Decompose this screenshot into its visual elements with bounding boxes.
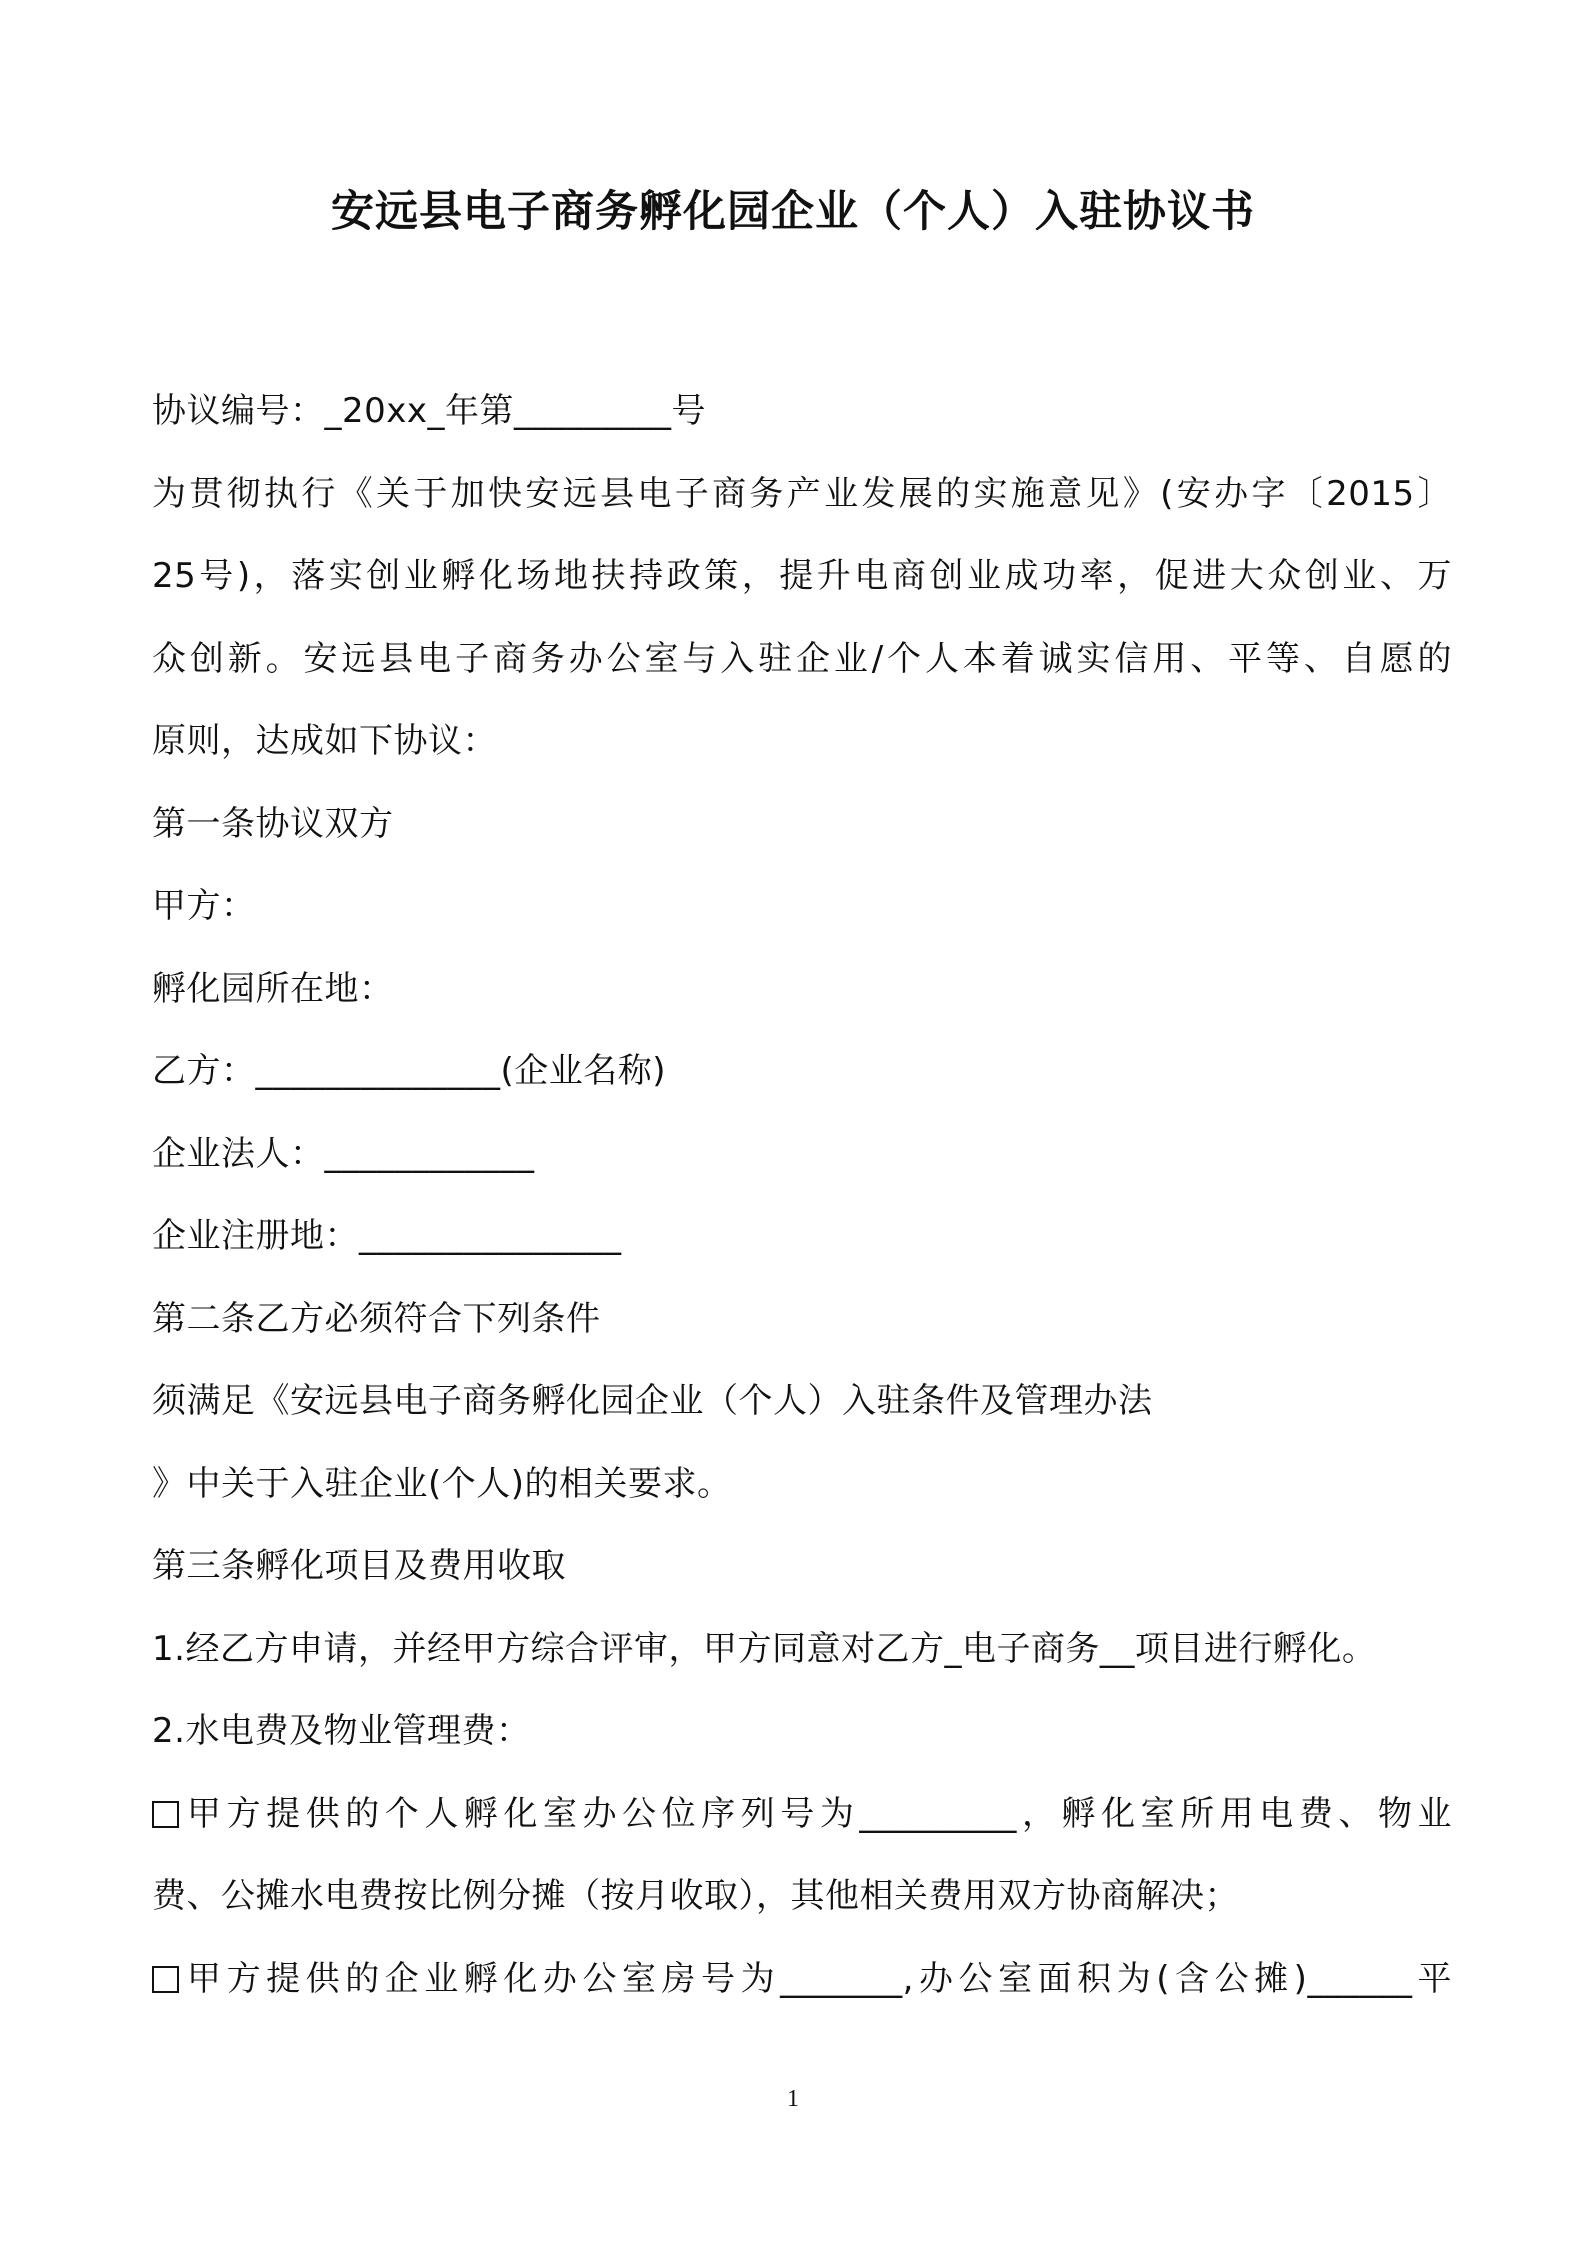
option-individual-text: 甲方提供的个人孵化室办公位序列号为_________，孵化室所用电费、物业 [182,1793,1452,1834]
section-heading-3: 第三条孵化项目及费用收取 [152,1546,566,1586]
clause-2-line: 2.水电费及物业管理费： [152,1711,531,1751]
option-individual-line [152,1773,1452,1856]
agreement-number-line: 协议编号：_20xx_年第_________号 [152,391,707,431]
page-number: 1 [787,2086,799,2112]
clause-1-line: 1.经乙方申请，并经甲方综合评审，甲方同意对乙方_电子商务__项目进行孵化。 [152,1628,1377,1669]
checkbox-icon[interactable] [152,1801,179,1828]
registered-address-line: 企业注册地：_______________ [152,1216,622,1256]
paragraph-line: 原则，达成如下协议： [152,721,497,761]
section-heading-1: 第一条协议双方 [152,803,394,844]
document-title: 安远县电子商务孵化园企业（个人）入驻协议书 [331,187,1255,237]
option-enterprise-text: 甲方提供的企业孵化办公室房号为_______,办公室面积为(含公摊)______平 [182,1958,1452,1999]
party-a-line: 甲方： [152,886,256,926]
paragraph-line: 为贯彻执行《关于加快安远县电子商务产业发展的实施意见》(安办字〔2015〕 [152,473,1452,514]
option-enterprise-line [152,1938,1452,2021]
section-heading-2: 第二条乙方必须符合下列条件 [152,1298,601,1339]
incubator-location-line: 孵化园所在地： [152,968,394,1009]
paragraph-line: 25号)，落实创业孵化场地扶持政策，提升电商创业成功率，促进大众创业、万 [152,556,1452,596]
paragraph-line: 众创新。安远县电子商务办公室与入驻企业/个人本着诚实信用、平等、自愿的 [152,638,1452,679]
legal-person-line: 企业法人：____________ [152,1133,535,1174]
paragraph-line: 费、公摊水电费按比例分摊（按月收取），其他相关费用双方协商解决； [152,1876,1239,1916]
paragraph-line: 》中关于入驻企业(个人)的相关要求。 [152,1463,732,1504]
checkbox-icon[interactable] [152,1966,179,1993]
paragraph-line: 须满足《安远县电子商务孵化园企业（个人）入驻条件及管理办法 [152,1381,1153,1421]
party-b-line: 乙方：______________(企业名称) [152,1051,667,1091]
document-body [152,370,1452,2020]
